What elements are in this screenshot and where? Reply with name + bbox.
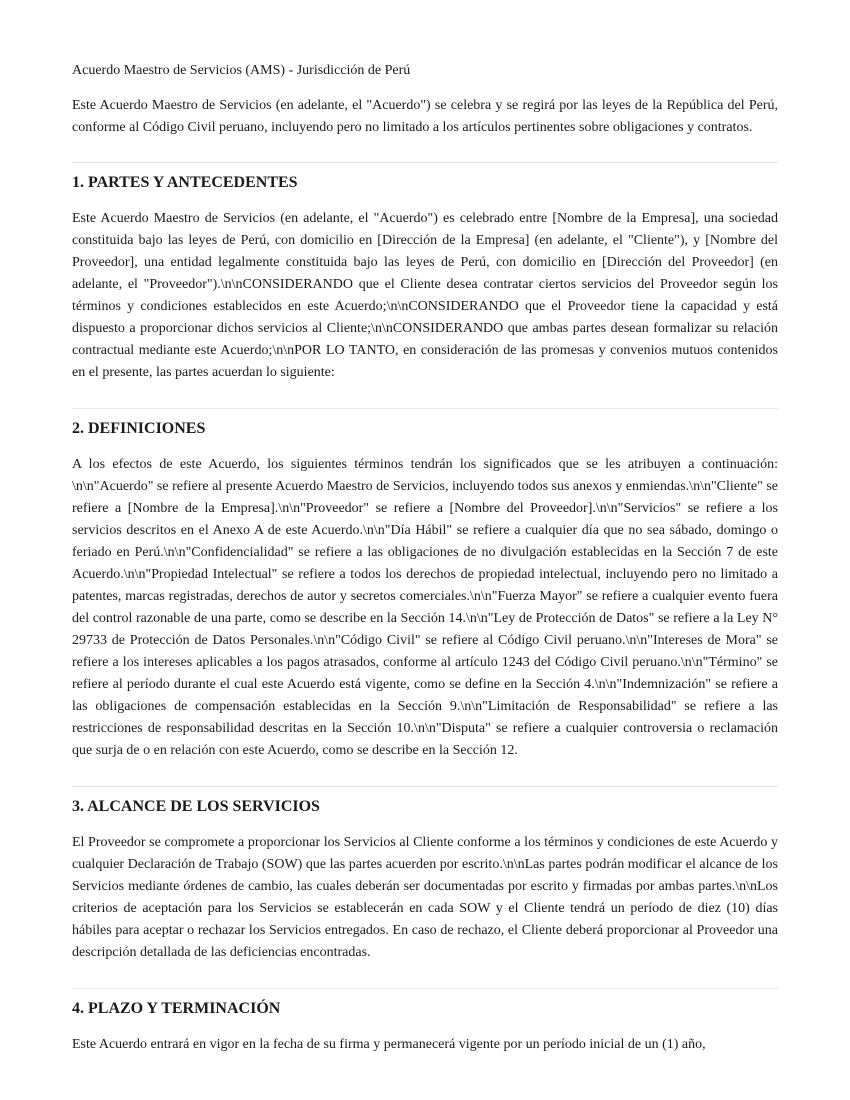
document-page	[72, 60, 778, 1080]
section-alcance-de-los-servicios	[72, 786, 778, 964]
section-definiciones	[72, 408, 778, 762]
section-body: Este Acuerdo Maestro de Servicios (en adelante, el "Acuerdo") es celebrado entre [Nombre de la Empresa], una sociedad constituida bajo las leyes de Perú, con domicilio en [Dirección de la Empresa] (en adelante, el "Cliente"), y [Nombre del Proveedor], una entidad legalmente constituida bajo las leyes de Perú, con domicilio en [Dirección del Proveedor] (en adelante, el "Proveedor").\n\nCONSIDERANDO que el Cliente desea contratar ciertos servicios del Proveedor según los términos y condiciones establecidos en este Acuerdo;\n\nCONSIDERANDO que el Proveedor tiene la capacidad y está dispuesto a proporcionar dichos servicios al Cliente;\n\nCONSIDERANDO que ambas partes desean formalizar su relación contractual mediante este Acuerdo;\n\nPOR LO TANTO, en consideración de las promesas y convenios mutuos contenidos en el presente, las partes acuerdan lo siguiente:	[72, 211, 778, 380]
section-body: El Proveedor se compromete a proporcionar los Servicios al Cliente conforme a los términos y condiciones de este Acuerdo y cualquier Declaración de Trabajo (SOW) que las partes acuerden por escrito.\n\nLas partes podrán modificar el alcance de los Servicios mediante órdenes de cambio, las cuales deberán ser documentadas por escrito y firmadas por ambas partes.\n\nLos criterios de aceptación para los Servicios se establecerán en cada SOW y el Cliente tendrá un período de diez (10) días hábiles para aceptar o rechazar los Servicios entregados. En caso de rechazo, el Cliente deberá proporcionar al Proveedor una descripción detallada de las deficiencias encontradas.	[72, 835, 778, 960]
section-heading: 4. PLAZO Y TERMINACIÓN	[72, 1000, 281, 1017]
section-heading: 1. PARTES Y ANTECEDENTES	[72, 174, 298, 191]
section-plazo-y-terminacion	[72, 988, 778, 1056]
section-heading: 2. DEFINICIONES	[72, 420, 206, 437]
section-body: Este Acuerdo entrará en vigor en la fecha de su firma y permanecerá vigente por un período inicial de un (1) año,	[72, 1037, 706, 1052]
section-body: A los efectos de este Acuerdo, los siguientes términos tendrán los significados que se les atribuyen a continuación: \n\n"Acuerdo" se refiere al presente Acuerdo Maestro de Servicios, incluyendo todos sus anexos y enmiendas.\n\n"Cliente" se refiere a [Nombre de la Empresa].\n\n"Proveedor" se refiere a [Nombre del Proveedor].\n\n"Servicios" se refiere a los servicios descritos en el Anexo A de este Acuerdo.\n\n"Día Hábil" se refiere a cualquier día que no sea sábado, domingo o feriado en Perú.\n\n"Confidencialidad" se refiere a las obligaciones de no divulgación establecidas en la Sección 7 de este Acuerdo.\n\n"Propiedad Intelectual" se refiere a todos los derechos de propiedad intelectual, incluyendo pero no limitado a patentes, marcas registradas, derechos de autor y secretos comerciales.\n\n"Fuerza Mayor" se refiere a cualquier evento fuera del control razonable de una parte, como se describe en la Sección 14.\n\n"Ley de Protección de Datos" se refiere a la Ley N° 29733 de Protección de Datos Personales.\n\n"Código Civil" se refiere al Código Civil peruano.\n\n"Intereses de Mora" se refiere a los intereses aplicables a los pagos atrasados, conforme al artículo 1243 del Código Civil peruano.\n\n"Término" se refiere al período durante el cual este Acuerdo está vigente, como se define en la Sección 4.\n\n"Indemnización" se refiere a las obligaciones de compensación establecidas en la Sección 9.\n\n"Limitación de Responsabilidad" se refiere a las restricciones de responsabilidad descritas en la Sección 10.\n\n"Disputa" se refiere a cualquier controversia o reclamación que surja de o en relación con este Acuerdo, como se describe en la Sección 12.	[72, 457, 778, 758]
section-heading: 3. ALCANCE DE LOS SERVICIOS	[72, 798, 320, 815]
document-intro: Este Acuerdo Maestro de Servicios (en adelante, el "Acuerdo") se celebra y se regirá por las leyes de la República del Perú, conforme al Código Civil peruano, incluyendo pero no limitado a los artículos pertinentes sobre obligaciones y contratos.	[72, 98, 778, 135]
section-partes-y-antecedentes	[72, 162, 778, 384]
document-title: Acuerdo Maestro de Servicios (AMS) - Jurisdicción de Perú	[72, 63, 411, 78]
